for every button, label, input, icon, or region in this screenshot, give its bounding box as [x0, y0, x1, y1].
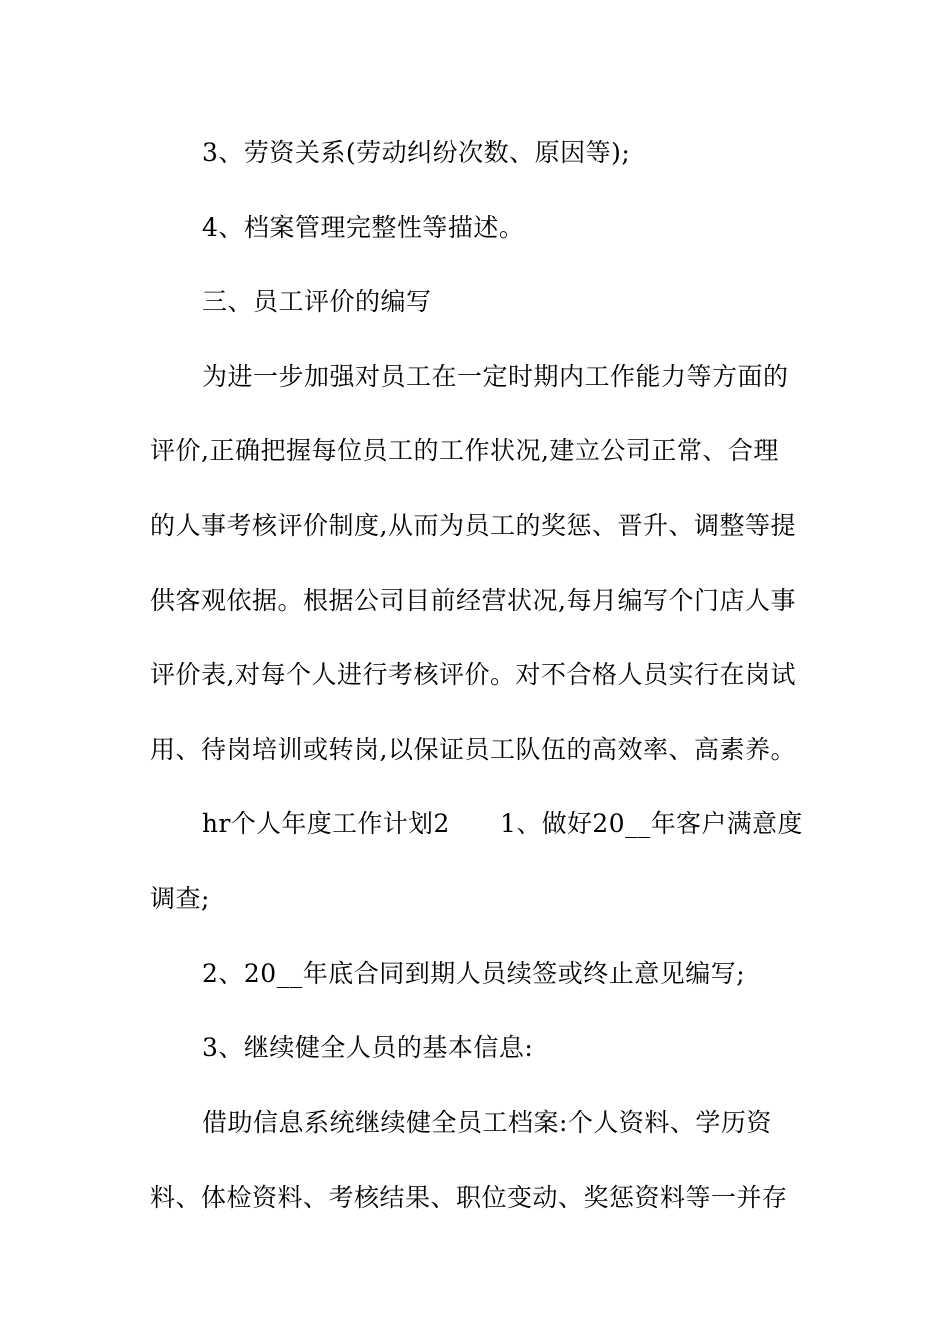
section-heading: 三、员工评价的编写: [202, 287, 432, 316]
paragraph-line: 3、继续健全人员的基本信息:: [202, 1033, 534, 1062]
paragraph-line: hr个人年度工作计划2 1、做好20__年客户满意度: [202, 809, 803, 838]
paragraph-line: 用、待岗培训或转岗,以保证员工队伍的高效率、高素养。: [150, 735, 796, 764]
paragraph-line: 4、档案管理完整性等描述。: [202, 213, 525, 242]
paragraph-line: 供客观依据。根据公司目前经营状况,每月编写个门店人事: [150, 586, 796, 615]
paragraph-line: 调查;: [150, 884, 210, 913]
paragraph-line: 的人事考核评价制度,从而为员工的奖惩、晋升、调整等提: [150, 511, 796, 540]
paragraph-line: 3、劳资关系(劳动纠纷次数、原因等);: [202, 138, 631, 167]
paragraph-line: 评价,正确把握每位员工的工作状况,建立公司正常、合理: [150, 436, 779, 465]
paragraph-line: 借助信息系统继续健全员工档案:个人资料、学历资: [202, 1108, 772, 1137]
paragraph-line: 2、20__年底合同到期人员续签或终止意见编写;: [202, 959, 746, 988]
paragraph-line: 评价表,对每个人进行考核评价。对不合格人员实行在岗试: [150, 660, 796, 689]
paragraph-line: 为进一步加强对员工在一定时期内工作能力等方面的: [202, 362, 789, 391]
paragraph-line: 料、体检资料、考核结果、职位变动、奖惩资料等一并存: [150, 1183, 788, 1212]
